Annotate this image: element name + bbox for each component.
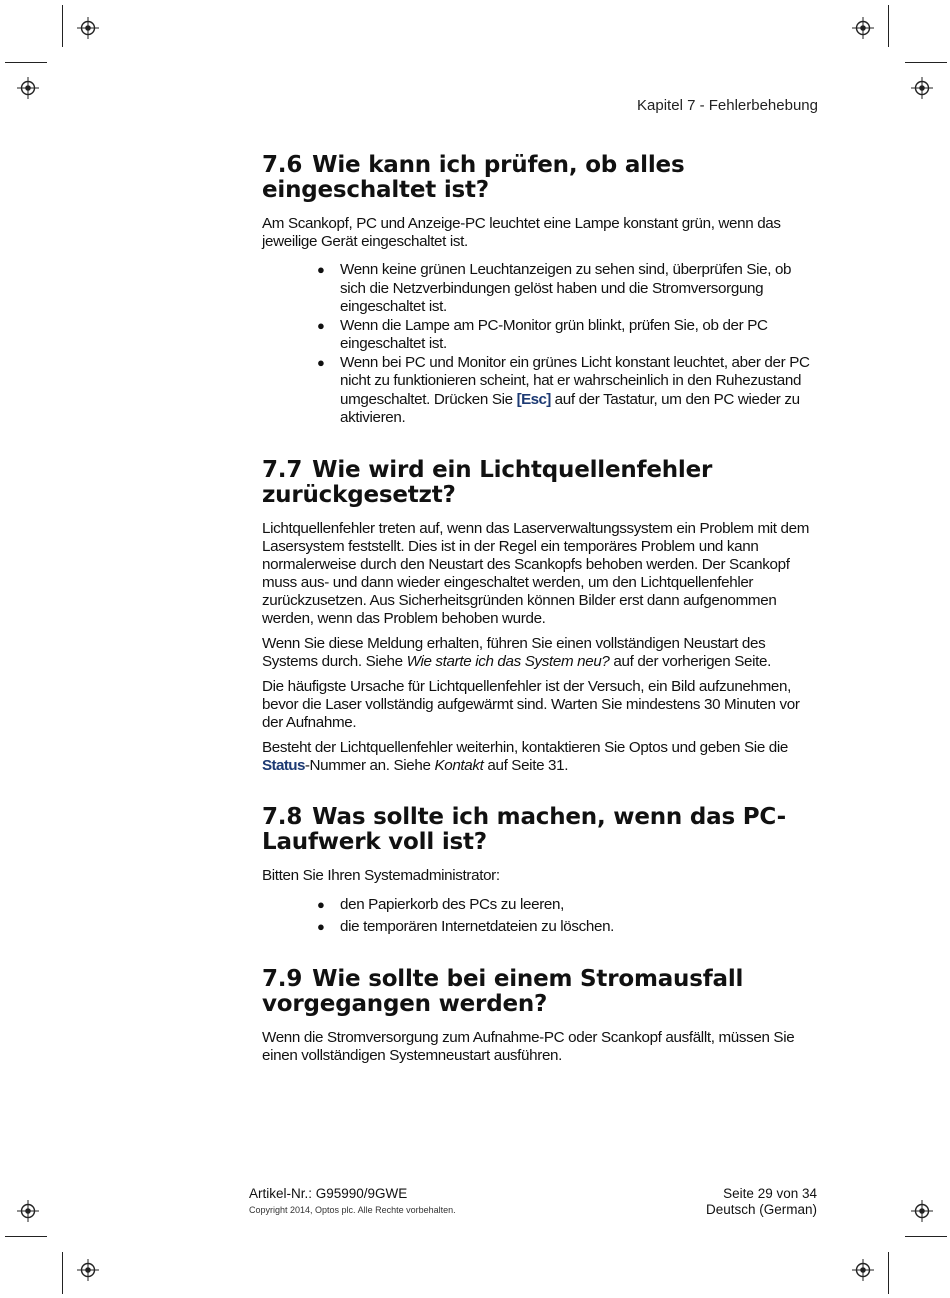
paragraph: Lichtquellenfehler treten auf, wenn das Laserverwaltungssystem ein Problem mit dem Lasersystem feststellt. Dies ist in der Regel ein temporäres Problem und kann normalerweise durch den Neustart des Scankopfs behoben werden. Der Scankopf muss aus- und dann wieder eingeschaltet werden, um den Lichtquellenfehler zurückzusetzen. Aus Sicherheitsgründen können Bilder erst dann aufgenommen werden, wenn das Problem behoben wurde. [262, 519, 810, 627]
running-header: Kapitel 7 - Fehlerbehebung [637, 97, 818, 114]
list-item-text: auf der Tastatur, um den PC wieder zu aktivieren. [340, 390, 800, 426]
article-number: Artikel-Nr.: G95990/9GWE [249, 1186, 408, 1201]
paragraph-text: Besteht der Lichtquellenfehler weiterhin, kontaktieren Sie Optos und geben Sie die [262, 738, 789, 756]
crop-mark [888, 1252, 889, 1294]
paragraph-text: -Nummer an. Siehe [304, 756, 435, 774]
section-title: Wie kann ich prüfen, ob alles eingeschaltet ist? [262, 152, 685, 203]
crop-mark [888, 5, 889, 47]
registration-mark-icon [852, 1259, 874, 1281]
section-title: Wie wird ein Lichtquellenfehler zurückgesetzt? [262, 456, 713, 508]
registration-mark-icon [17, 1200, 39, 1222]
list-item [317, 353, 814, 428]
registration-mark-icon [77, 1259, 99, 1281]
list-item-text: den Papierkorb des PCs zu leeren, [340, 895, 564, 913]
bullet-icon: ● [317, 262, 325, 277]
page-content [262, 153, 814, 1072]
registration-mark-icon [17, 77, 39, 99]
crop-mark [62, 1252, 63, 1294]
section-number: 7.6 [262, 152, 303, 178]
crop-mark [62, 5, 63, 47]
paragraph: Die häufigste Ursache für Lichtquellenfehler ist der Versuch, ein Bild aufzunehmen, bevor die Laser vollständig aufgewärmt sind. Warten Sie mindestens 30 Minuten vor der Aufnahme. [262, 677, 800, 731]
section-7-7 [262, 458, 814, 775]
bullet-icon: ● [317, 354, 325, 370]
crop-mark [905, 62, 947, 63]
crop-mark [905, 1236, 947, 1237]
list-item-text: die temporären Internetdateien zu löschen. [340, 918, 615, 935]
footer-left [249, 1186, 456, 1218]
list-item [317, 895, 814, 915]
list-item-text: Wenn die Lampe am PC-Monitor grün blinkt, prüfen Sie, ob der PC eingeschaltet ist. [340, 316, 768, 352]
bullet-list [262, 261, 814, 428]
paragraph [262, 635, 814, 671]
bullet-icon: ● [317, 317, 325, 333]
language-label: Deutsch (German) [705, 1202, 817, 1217]
registration-mark-icon [77, 17, 99, 39]
list-item [317, 316, 814, 354]
list-item-text: Wenn keine grünen Leuchtanzeigen zu sehen sind, überprüfen Sie, ob sich die Netzverbindungen gelöst haben und die Stromversorgung eingeschaltet ist. [340, 261, 792, 315]
section-heading [262, 458, 814, 508]
section-heading [262, 153, 814, 203]
cross-reference: Wie starte ich das System neu? [406, 652, 610, 670]
registration-mark-icon [911, 1200, 933, 1222]
paragraph: Am Scankopf, PC und Anzeige-PC leuchtet eine Lampe konstant grün, wenn das jeweilige Gerät eingeschaltet ist. [262, 215, 781, 250]
section-7-9 [262, 967, 814, 1065]
paragraph-text: auf der vorherigen Seite. [609, 652, 771, 670]
paragraph: Wenn die Stromversorgung zum Aufnahme-PC oder Scankopf ausfällt, müssen Sie einen vollständigen Systemneustart ausführen. [262, 1028, 795, 1064]
bullet-icon: ● [317, 896, 325, 912]
section-heading [262, 967, 814, 1017]
paragraph-text: auf Seite 31. [483, 756, 569, 774]
copyright: Copyright 2014, Optos plc. Alle Rechte vorbehalten. [249, 1205, 456, 1215]
list-item [317, 261, 814, 317]
footer-right [706, 1186, 817, 1218]
section-number: 7.9 [262, 965, 303, 992]
crop-mark [5, 1236, 47, 1237]
paragraph: Bitten Sie Ihren Systemadministrator: [262, 866, 500, 884]
paragraph-text: Wenn Sie diese Meldung erhalten, führen Sie einen vollständigen Neustart des Systems durch. Siehe [262, 634, 766, 670]
section-number: 7.7 [262, 456, 303, 483]
bullet-icon: ● [317, 919, 325, 934]
section-heading [262, 805, 814, 855]
registration-mark-icon [852, 17, 874, 39]
paragraph [262, 739, 814, 775]
page-number: Seite 29 von 34 [723, 1186, 817, 1201]
registration-mark-icon [911, 77, 933, 99]
section-title: Wie sollte bei einem Stromausfall vorgegangen werden? [262, 965, 744, 1017]
section-number: 7.8 [262, 803, 303, 830]
crop-mark [5, 62, 47, 63]
section-7-8 [262, 805, 814, 937]
bullet-list [262, 896, 814, 937]
section-title: Was sollte ich machen, wenn das PC-Laufwerk voll ist? [262, 803, 786, 855]
cross-reference: Kontakt [434, 756, 484, 774]
list-item-text: Wenn bei PC und Monitor ein grünes Licht konstant leuchtet, aber der PC nicht zu funktionieren scheint, hat er wahrscheinlich in den Ruhezustand umgeschaltet. Drücken Sie [340, 353, 810, 408]
key-reference: [Esc] [516, 390, 551, 408]
status-term: Status [262, 756, 305, 774]
list-item [317, 918, 814, 937]
section-7-6 [262, 153, 814, 428]
